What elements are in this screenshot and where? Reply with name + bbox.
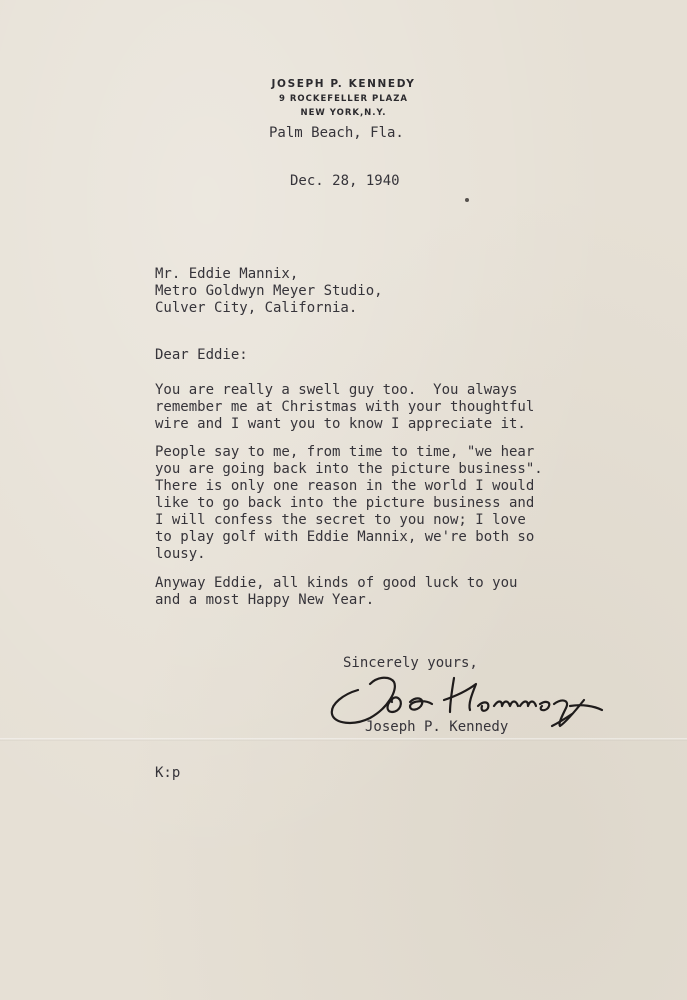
salutation: Dear Eddie: [155, 347, 248, 363]
letterhead-address-street: 9 ROCKEFELLER PLAZA [279, 94, 408, 104]
body-line: remember me at Christmas with your thoughtful [155, 399, 535, 415]
body-line: and a most Happy New Year. [155, 592, 375, 608]
body-line: Anyway Eddie, all kinds of good luck to you [155, 575, 518, 591]
body-line: I will confess the secret to you now; I love [155, 512, 526, 528]
letter-date: Dec. 28, 1940 [290, 173, 400, 189]
recipient-address [155, 266, 383, 317]
body-line: like to go back into the picture business and [155, 495, 535, 511]
body-line: to play golf with Eddie Mannix, we're both so [155, 529, 535, 545]
closing: Sincerely yours, [343, 655, 478, 671]
letterhead-address-city: NEW YORK,N.Y. [300, 108, 387, 118]
body-line: There is only one reason in the world I would [155, 478, 535, 494]
body-line: People say to me, from time to time, "we hear [155, 444, 535, 460]
typist-initials: K:p [155, 765, 181, 781]
letter-location: Palm Beach, Fla. [269, 125, 404, 141]
body-paragraph-2 [155, 444, 543, 563]
recipient-line: Metro Goldwyn Meyer Studio, [155, 283, 383, 299]
body-line: you are going back into the picture business". [155, 461, 543, 477]
body-line: You are really a swell guy too. You always [155, 382, 518, 398]
handwritten-signature [326, 660, 616, 750]
recipient-line: Culver City, California. [155, 300, 358, 316]
body-paragraph-3 [155, 575, 517, 609]
recipient-line: Mr. Eddie Mannix, [155, 266, 299, 282]
signer-name: Joseph P. Kennedy [365, 719, 509, 735]
body-line: wire and I want you to know I appreciate it. [155, 416, 526, 432]
letterhead-name: JOSEPH P. KENNEDY [271, 78, 416, 90]
body-line: lousy. [155, 546, 206, 562]
ink-dot [465, 198, 469, 202]
body-paragraph-1 [155, 382, 534, 433]
